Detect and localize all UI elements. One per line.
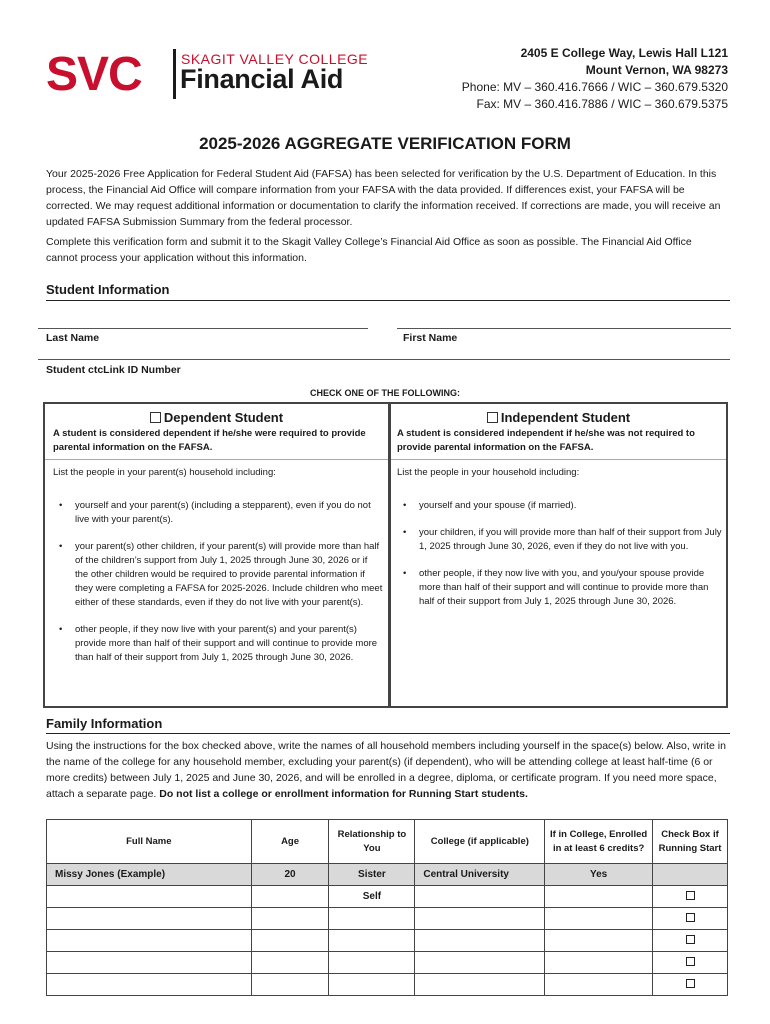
col-enrolled: If in College, Enrolled in at least 6 credits? bbox=[545, 820, 653, 864]
first-name-line[interactable] bbox=[397, 328, 731, 329]
running-start-checkbox[interactable] bbox=[686, 913, 695, 922]
family-instructions bbox=[46, 738, 730, 802]
student-info-heading: Student Information bbox=[46, 282, 170, 297]
dependent-title-text: Dependent Student bbox=[163, 410, 284, 425]
relationship-cell: Self bbox=[329, 886, 415, 908]
student-id-label: Student ctcLink ID Number bbox=[46, 364, 181, 376]
intro-paragraph-2: Complete this verification form and submit it to the Skagit Valley College’s Financial Aid Office as soon as possible. The Financial Aid Office cannot process your application without this information. bbox=[46, 236, 692, 264]
example-row bbox=[47, 864, 728, 886]
list-item: • other people, if they now live with you, and you/your spouse provide more than half of their support and will continue to provide more than half of their support from July 1, 2025 through June 30, 2026. bbox=[397, 567, 722, 609]
running-start-cell bbox=[653, 908, 728, 930]
independent-student-box bbox=[389, 402, 728, 708]
box-separator bbox=[391, 459, 726, 460]
last-name-label: Last Name bbox=[46, 332, 100, 344]
enrolled-cell[interactable] bbox=[545, 908, 653, 930]
name-cell[interactable] bbox=[47, 908, 252, 930]
col-age: Age bbox=[251, 820, 329, 864]
college-cell[interactable] bbox=[415, 974, 545, 996]
dependent-intro: List the people in your parent(s) household including: bbox=[53, 467, 276, 478]
col-college: College (if applicable) bbox=[415, 820, 545, 864]
example-age: 20 bbox=[251, 864, 329, 886]
example-enrolled: Yes bbox=[545, 864, 653, 886]
logo-divider bbox=[173, 49, 176, 99]
college-cell[interactable] bbox=[415, 930, 545, 952]
intro-paragraph-1: Your 2025-2026 Free Application for Federal Student Aid (FAFSA) has been selected for verification by the U.S. Department of Education. In this process, the Financial Aid Office will compare information from your FAFSA with the data provided. If differences exist, your FAFSA will be corrected. We may request additional information or documentation to clarify the information received. If corrections are made, you will receive an updated FAFSA Submission Summary from the federal processor. bbox=[46, 168, 721, 228]
running-start-cell bbox=[653, 930, 728, 952]
fax-numbers: Fax: MV – 360.416.7886 / WIC – 360.679.5375 bbox=[476, 97, 728, 111]
age-cell[interactable] bbox=[251, 974, 329, 996]
age-cell[interactable] bbox=[251, 886, 329, 908]
relationship-cell[interactable] bbox=[329, 908, 415, 930]
box-separator bbox=[45, 459, 388, 460]
section-divider bbox=[46, 300, 730, 301]
table-row bbox=[47, 886, 728, 908]
college-cell[interactable] bbox=[415, 886, 545, 908]
running-start-cell bbox=[653, 886, 728, 908]
last-name-line[interactable] bbox=[38, 328, 368, 329]
student-id-line[interactable] bbox=[38, 359, 730, 360]
name-cell[interactable] bbox=[47, 886, 252, 908]
list-item: • yourself and your parent(s) (including a stepparent), even if you do not live with your parent(s). bbox=[53, 499, 383, 527]
section-divider bbox=[46, 733, 730, 734]
college-name: SKAGIT VALLEY COLLEGE bbox=[181, 51, 369, 67]
list-item: • your children, if you will provide more than half of their support from July 1, 2025 through June 30, 2026, even if they do not live with you. bbox=[397, 526, 722, 554]
example-name: Missy Jones (Example) bbox=[47, 864, 252, 886]
dependent-student-box bbox=[43, 402, 390, 708]
independent-list bbox=[397, 499, 722, 622]
table-row bbox=[47, 974, 728, 996]
enrolled-cell[interactable] bbox=[545, 930, 653, 952]
list-item: • your parent(s) other children, if your parent(s) will provide more than half of the children’s support from July 1, 2025 through June 30, 2026 or if the other children would be required to provide parental information if they were completing a FAFSA for 2025-2026. Include children who meet either of these standards, even if they do not live with your parent(s). bbox=[53, 540, 383, 610]
family-info-heading: Family Information bbox=[46, 716, 163, 731]
running-start-checkbox[interactable] bbox=[686, 979, 695, 988]
instructions-bold: Do not list a college or enrollment information for Running Start students. bbox=[159, 788, 528, 800]
example-college: Central University bbox=[415, 864, 545, 886]
instructions-text: Using the instructions for the box checked above, write the names of all household members including yourself in the space(s) below. Also, write in the name of the college for any household member, excluding your parent(s) (if dependent), who will be attending college at least half-time (6 or more credits) between July 1, 2025 and June 30, 2026, and will be enrolled in a degree, diploma, or certificate program. If you need more space, attach a separate page. bbox=[46, 740, 726, 800]
relationship-cell[interactable] bbox=[329, 952, 415, 974]
college-logo: SVC bbox=[46, 48, 142, 101]
form-title: 2025-2026 AGGREGATE VERIFICATION FORM bbox=[199, 134, 571, 153]
running-start-cell bbox=[653, 952, 728, 974]
college-cell[interactable] bbox=[415, 952, 545, 974]
independent-title[interactable] bbox=[391, 410, 726, 425]
address-line1: 2405 E College Way, Lewis Hall L121 bbox=[520, 46, 728, 60]
list-item: • yourself and your spouse (if married). bbox=[397, 499, 722, 513]
office-name: Financial Aid bbox=[180, 64, 344, 94]
dependent-list bbox=[53, 499, 383, 678]
college-cell[interactable] bbox=[415, 908, 545, 930]
running-start-cell bbox=[653, 974, 728, 996]
relationship-cell[interactable] bbox=[329, 974, 415, 996]
independent-title-text: Independent Student bbox=[500, 410, 631, 425]
col-relationship: Relationship to You bbox=[329, 820, 415, 864]
running-start-checkbox[interactable] bbox=[686, 957, 695, 966]
age-cell[interactable] bbox=[251, 908, 329, 930]
first-name-label: First Name bbox=[403, 332, 458, 344]
name-cell[interactable] bbox=[47, 930, 252, 952]
independent-checkbox[interactable] bbox=[487, 412, 498, 423]
dependent-title[interactable] bbox=[45, 410, 388, 425]
age-cell[interactable] bbox=[251, 952, 329, 974]
running-start-checkbox[interactable] bbox=[686, 891, 695, 900]
independent-intro: List the people in your household including: bbox=[397, 467, 580, 478]
col-running-start: Check Box if Running Start bbox=[653, 820, 728, 864]
example-running-start bbox=[653, 864, 728, 886]
example-relationship: Sister bbox=[329, 864, 415, 886]
office-address bbox=[462, 45, 728, 113]
enrolled-cell[interactable] bbox=[545, 952, 653, 974]
list-item: • other people, if they now live with your parent(s) and your parent(s) provide more than half of their support and will continue to provide more than half of their support from July 1, 2025 through June 30, 2026. bbox=[53, 623, 383, 665]
household-table bbox=[46, 819, 728, 996]
address-line2: Mount Vernon, WA 98273 bbox=[585, 63, 728, 77]
enrolled-cell[interactable] bbox=[545, 886, 653, 908]
table-row bbox=[47, 952, 728, 974]
check-one-heading: CHECK ONE OF THE FOLLOWING: bbox=[310, 388, 460, 398]
phone-numbers: Phone: MV – 360.416.7666 / WIC – 360.679.5320 bbox=[461, 80, 728, 94]
dependent-checkbox[interactable] bbox=[150, 412, 161, 423]
table-row bbox=[47, 908, 728, 930]
col-full-name: Full Name bbox=[47, 820, 252, 864]
age-cell[interactable] bbox=[251, 930, 329, 952]
dependent-note: A student is considered dependent if he/she were required to provide parental information on the FAFSA. bbox=[53, 428, 366, 453]
relationship-cell[interactable] bbox=[329, 930, 415, 952]
name-cell[interactable] bbox=[47, 952, 252, 974]
name-cell[interactable] bbox=[47, 974, 252, 996]
enrolled-cell[interactable] bbox=[545, 974, 653, 996]
independent-note: A student is considered independent if he/she was not required to provide parental information on the FAFSA. bbox=[397, 428, 695, 453]
table-row bbox=[47, 930, 728, 952]
running-start-checkbox[interactable] bbox=[686, 935, 695, 944]
